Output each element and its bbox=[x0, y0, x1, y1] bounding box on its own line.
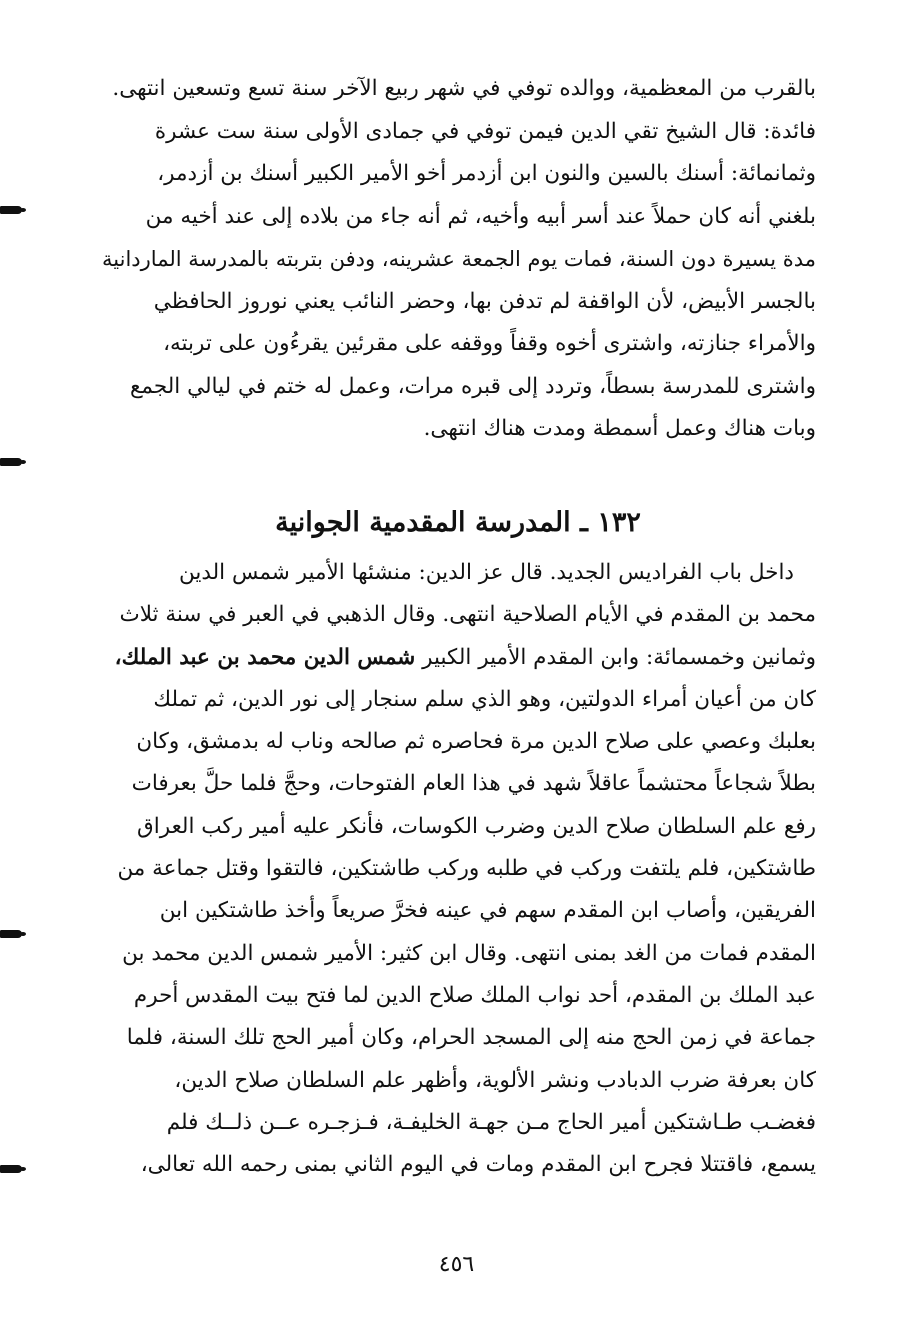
text-line: بالقرب من المعظمية، ووالده توفي في شهر ربيع الآخر سنة تسع وتسعين انتهى. bbox=[112, 76, 816, 101]
text-line: فغضـب طـاشتكين أمير الحاج مـن جهـة الخليفـة، فـزجـره عــن ذلــك فلم bbox=[166, 1109, 816, 1135]
text-line: والأمراء جنازته، واشترى أخوه وقفاً ووقفه على مقرئين يقرءُون على تربته، bbox=[163, 331, 816, 356]
text-line: كان بعرفة ضرب الدبادب ونشر الألوية، وأظهر علم السلطان صلاح الدين، bbox=[174, 1067, 816, 1093]
text-line bbox=[100, 637, 816, 679]
text-line: داخل باب الفراديس الجديد. قال عز الدين: منشئها الأمير شمس الدين bbox=[178, 560, 794, 585]
paragraph-two bbox=[100, 552, 816, 1186]
section-heading: ١٣٢ ـ المدرسة المقدمية الجوانية bbox=[275, 507, 641, 538]
text-line: واشترى للمدرسة بسطاً، وتردد إلى قبره مرات، وعمل له ختم في ليالي الجمع bbox=[129, 373, 816, 399]
text-line: المقدم فمات من الغد بمنى انتهى. وقال ابن كثير: الأمير شمس الدين محمد بن bbox=[122, 940, 816, 966]
text-segment: وثمانين وخمسمائة: وابن المقدم الأمير الكبير bbox=[422, 644, 816, 670]
text-line: الفريقين، وأصاب ابن المقدم سهم في عينه فخرَّ صريعاً وأخذ طاشتكين ابن bbox=[159, 898, 816, 924]
text-line: محمد بن المقدم في الأيام الصلاحية انتهى. وقال الذهبي في العبر في سنة ثلاث bbox=[119, 602, 816, 628]
text-line: كان من أعيان أمراء الدولتين، وهو الذي سلم سنجار إلى نور الدين، ثم تملك bbox=[153, 686, 816, 712]
text-line: رفع علم السلطان صلاح الدين وضرب الكوسات، فأنكر عليه أمير ركب العراق bbox=[137, 813, 816, 839]
bold-person-name: شمس الدين محمد بن عبد الملك، bbox=[114, 644, 416, 670]
paragraph-one bbox=[100, 68, 816, 451]
margin-arrow-icon bbox=[0, 458, 22, 466]
text-line: عبد الملك بن المقدم، أحد نواب الملك صلاح الدين لما فتح بيت المقدس أحرم bbox=[133, 982, 816, 1008]
text-line: بلغني أنه كان حملاً عند أسر أبيه وأخيه، ثم أنه جاء من بلاده إلى عند أخيه من bbox=[145, 203, 816, 229]
text-line: جماعة في زمن الحج منه إلى المسجد الحرام، وكان أمير الحج تلك السنة، فلما bbox=[126, 1025, 816, 1051]
text-line: بطلاً شجاعاً محتشماً عاقلاً شهد في هذا العام الفتوحات، وحجَّ فلما حلَّ بعرفات bbox=[131, 771, 816, 797]
margin-arrow-icon bbox=[0, 1165, 22, 1173]
margin-marks bbox=[0, 0, 30, 1341]
margin-arrow-icon bbox=[0, 206, 22, 214]
text-line: بعلبك وعصي على صلاح الدين مرة فحاصره ثم صالحه وناب له بدمشق، وكان bbox=[136, 729, 816, 755]
text-line: مدة يسيرة دون السنة، فمات يوم الجمعة عشرينه، ودفن بتربته بالمدرسة الماردانية bbox=[102, 247, 816, 271]
page-number: ٤٥٦ bbox=[438, 1252, 475, 1277]
text-line: طاشتكين، فلم يلتفت وركب في طلبه وركب طاشتكين، فالتقوا وقتل جماعة من bbox=[117, 856, 816, 882]
text-line: يسمع، فاقتتلا فجرح ابن المقدم ومات في اليوم الثاني بمنى رحمه الله تعالى، bbox=[140, 1152, 816, 1178]
text-line: بالجسر الأبيض، لأن الواقفة لم تدفن بها، وحضر النائب يعني نوروز الحافظي bbox=[153, 288, 816, 314]
text-line: وثمانمائة: أسنك بالسين والنون ابن أزدمر أخو الأمير الكبير أسنك بن أزدمر، bbox=[157, 161, 816, 186]
text-line: وبات هناك وعمل أسمطة ومدت هناك انتهى. bbox=[423, 416, 816, 441]
text-line: فائدة: قال الشيخ تقي الدين فيمن توفي في جمادى الأولى سنة ست عشرة bbox=[154, 118, 816, 144]
margin-arrow-icon bbox=[0, 930, 22, 938]
